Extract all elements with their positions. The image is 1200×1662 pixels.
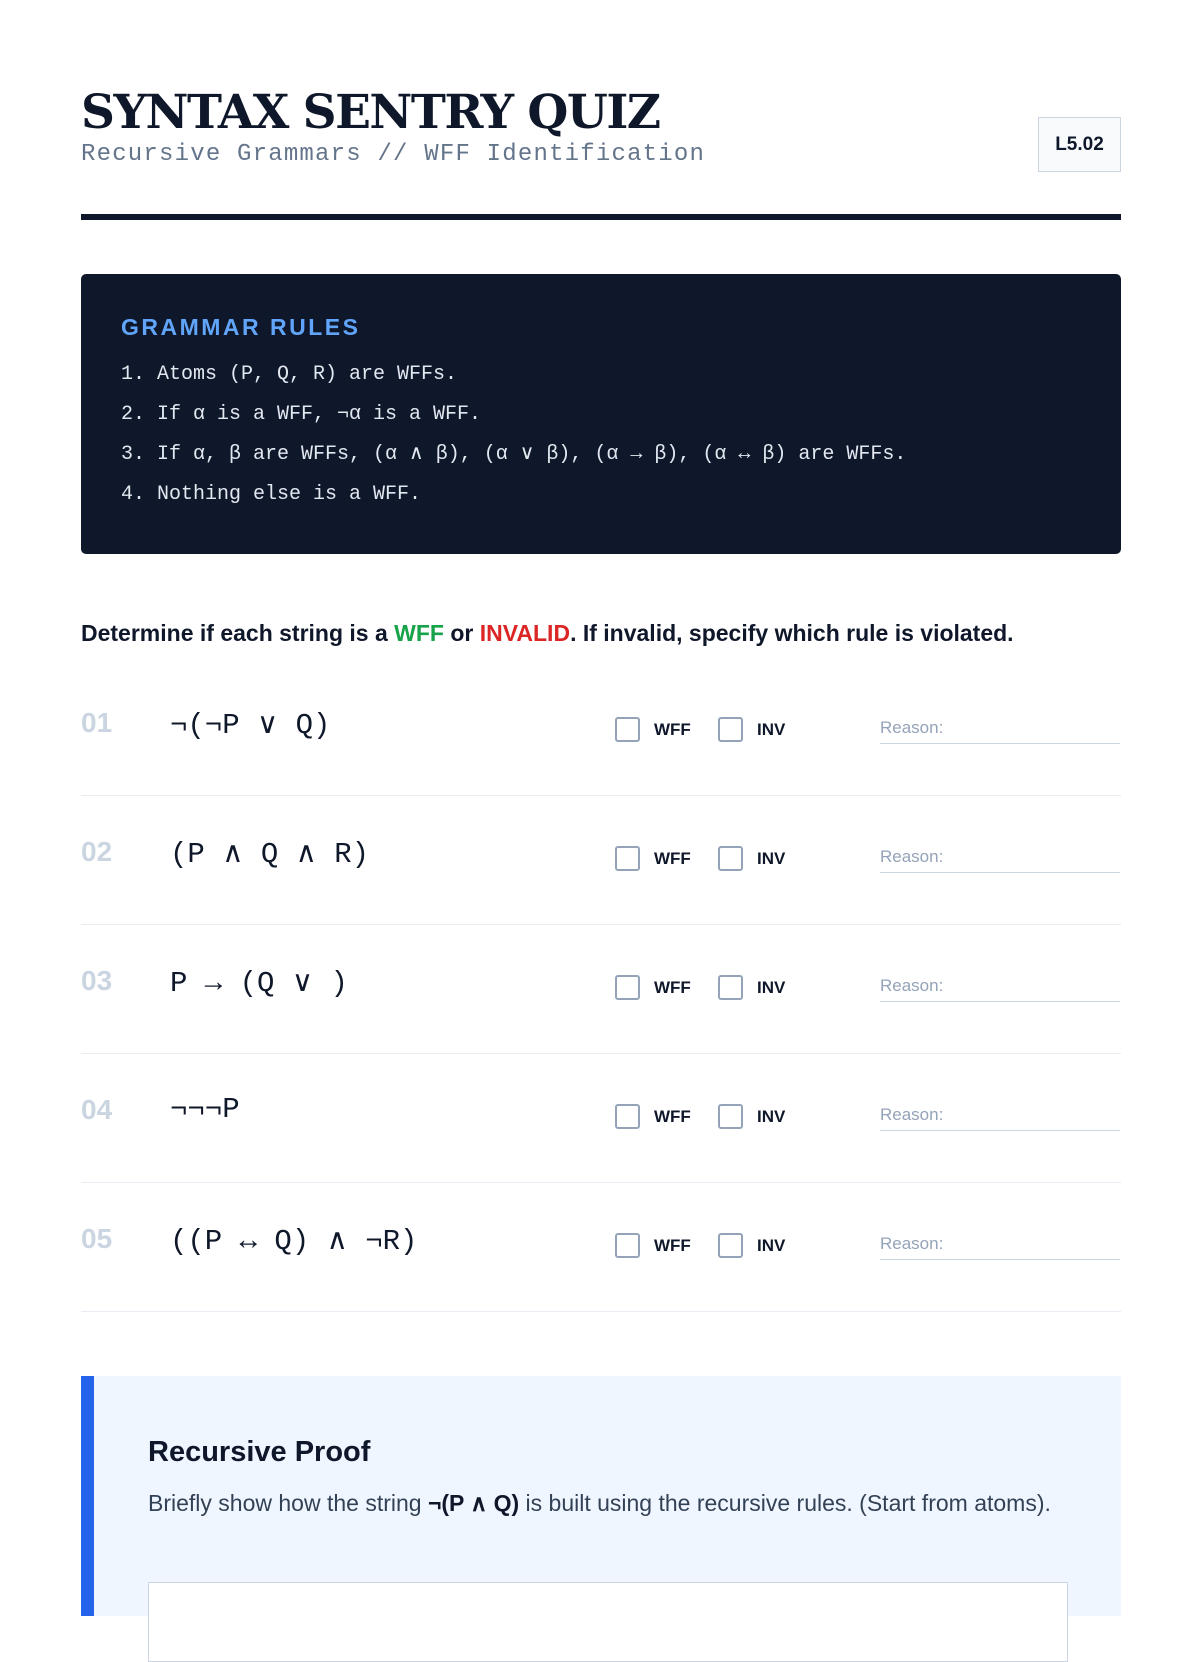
wff-option[interactable] <box>615 717 691 742</box>
wff-option[interactable] <box>615 846 691 871</box>
reason-input[interactable] <box>880 842 1120 873</box>
reason-input[interactable] <box>880 1100 1120 1131</box>
inv-label: INV <box>757 977 786 997</box>
question-expression: ¬(¬P ∨ Q) <box>170 709 331 742</box>
question-expression: P → (Q ∨ ) <box>170 967 348 1000</box>
grammar-rules-title: GRAMMAR RULES <box>121 314 361 340</box>
wff-option[interactable] <box>615 1233 691 1258</box>
question-number: 01 <box>81 707 113 738</box>
recursive-proof-section <box>81 1376 1121 1616</box>
inv-option[interactable] <box>718 717 785 742</box>
grammar-rule: 3. If α, β are WFFs, (α ∧ β), (α ∨ β), (α → β), (α ↔ β) are WFFs. <box>121 443 907 466</box>
question-expression: (P ∧ Q ∧ R) <box>170 838 370 871</box>
inv-checkbox[interactable] <box>718 1104 743 1129</box>
wff-checkbox[interactable] <box>615 717 640 742</box>
proof-text-before: Briefly show how the string <box>148 1490 428 1516</box>
question-list <box>81 667 1121 1312</box>
grammar-rules-panel <box>81 274 1121 554</box>
reason-input[interactable] <box>880 713 1120 744</box>
wff-checkbox[interactable] <box>615 1104 640 1129</box>
page-title: SYNTAX SENTRY QUIZ <box>81 85 660 140</box>
instructions-prefix: Determine if each string is a <box>81 620 395 646</box>
question-row <box>81 667 1121 796</box>
question-row <box>81 1054 1121 1183</box>
question-number: 04 <box>81 1094 113 1125</box>
question-expression: ((P ↔ Q) ∧ ¬R) <box>170 1225 418 1258</box>
wff-checkbox[interactable] <box>615 846 640 871</box>
grammar-rules-list <box>121 355 1081 515</box>
wff-label: WFF <box>654 848 691 868</box>
inv-option[interactable] <box>718 1233 785 1258</box>
question-row <box>81 1183 1121 1312</box>
question-number: 03 <box>81 965 113 996</box>
question-row <box>81 925 1121 1054</box>
grammar-rule: 2. If α is a WFF, ¬α is a WFF. <box>121 403 482 426</box>
inv-option[interactable] <box>718 975 785 1000</box>
instructions-invalid-word: INVALID <box>479 620 571 646</box>
grammar-rule: 1. Atoms (P, Q, R) are WFFs. <box>121 363 458 386</box>
wff-label: WFF <box>654 1106 691 1126</box>
inv-checkbox[interactable] <box>718 846 743 871</box>
question-row <box>81 796 1121 925</box>
reason-input[interactable] <box>880 1229 1120 1260</box>
question-expression: ¬¬¬P <box>170 1093 240 1126</box>
instructions-wff-word: WFF <box>394 620 444 646</box>
header-divider <box>81 214 1121 220</box>
inv-label: INV <box>757 719 786 739</box>
inv-option[interactable] <box>718 846 785 871</box>
quiz-header <box>81 84 1121 226</box>
proof-prompt <box>148 1487 1068 1520</box>
inv-checkbox[interactable] <box>718 717 743 742</box>
inv-option[interactable] <box>718 1104 785 1129</box>
instructions <box>81 620 1121 647</box>
wff-option[interactable] <box>615 975 691 1000</box>
grammar-rule: 4. Nothing else is a WFF. <box>121 483 422 506</box>
wff-label: WFF <box>654 977 691 997</box>
instructions-suffix: . If invalid, specify which rule is violated. <box>570 620 1014 646</box>
reason-input[interactable] <box>880 971 1120 1002</box>
wff-checkbox[interactable] <box>615 1233 640 1258</box>
question-number: 05 <box>81 1223 113 1254</box>
proof-string: ¬(P ∧ Q) <box>427 1490 520 1516</box>
proof-text-after: is built using the recursive rules. (Start from atoms). <box>519 1490 1051 1516</box>
inv-label: INV <box>757 1235 786 1255</box>
level-badge: L5.02 <box>1038 117 1121 172</box>
inv-checkbox[interactable] <box>718 1233 743 1258</box>
question-number: 02 <box>81 836 113 867</box>
page-subtitle: Recursive Grammars // WFF Identification <box>81 141 706 168</box>
wff-checkbox[interactable] <box>615 975 640 1000</box>
proof-title: Recursive Proof <box>148 1436 371 1468</box>
inv-label: INV <box>757 848 786 868</box>
wff-label: WFF <box>654 1235 691 1255</box>
inv-label: INV <box>757 1106 786 1126</box>
instructions-or: or <box>443 620 480 646</box>
wff-option[interactable] <box>615 1104 691 1129</box>
wff-label: WFF <box>654 719 691 739</box>
inv-checkbox[interactable] <box>718 975 743 1000</box>
proof-answer-area[interactable] <box>148 1582 1068 1662</box>
